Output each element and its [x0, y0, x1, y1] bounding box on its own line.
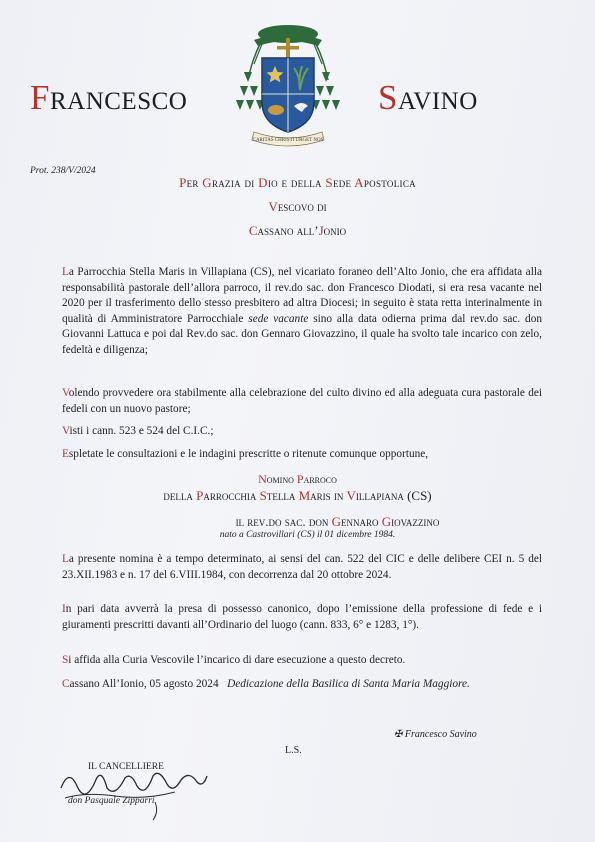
paragraph-visti: Visti i cann. 523 e 524 del C.I.C.;	[62, 425, 214, 437]
title-segment: io e della	[267, 175, 326, 190]
decree-parish	[0, 488, 595, 504]
title-segment: arrocchia	[203, 488, 260, 503]
locus-sigilli: L.S.	[285, 745, 302, 756]
title-segment: onio	[323, 223, 347, 238]
header-last-name: Savino	[378, 78, 478, 117]
title-segment: P	[179, 175, 187, 190]
header-first-name: Francesco	[30, 78, 188, 117]
title-segment: ede	[332, 175, 355, 190]
title-line-3	[0, 223, 595, 239]
episcopal-coat-of-arms	[232, 20, 344, 162]
title-line-2	[0, 199, 595, 215]
title-segment: G	[202, 175, 212, 190]
decree-priest-name	[20, 514, 595, 530]
title-segment: omino	[266, 472, 297, 486]
title-segment: il rev.do sac. don	[235, 514, 332, 529]
protocol-number: Prot. 238/V/2024	[30, 166, 96, 176]
title-segment: P	[196, 488, 204, 503]
title-segment: ennaro	[340, 514, 382, 529]
title-segment: aris in	[310, 488, 347, 503]
title-segment: escovo di	[277, 199, 327, 214]
title-segment: A	[354, 175, 364, 190]
paragraph-espletate: Espletate le consultazioni e le indagini prescritte o ritenute comunque opportune,	[62, 448, 429, 460]
title-segment: della	[163, 488, 197, 503]
title-line-1	[0, 175, 595, 191]
chancellor-title: IL CANCELLIERE	[88, 762, 164, 772]
title-segment: assano all’	[257, 223, 319, 238]
title-segment: iovazzino	[391, 514, 440, 529]
title-segment: S	[259, 488, 267, 503]
title-segment: G	[381, 514, 392, 529]
paragraph-term: La presente nomina è a tempo determinato, ai sensi del can. 522 del CIC e delle delibere CEI n. 5 del 23.XII.1983 e n. 17 del 6.VIII.1984, con decorrenza dal 20 ottobre 2024.	[62, 553, 542, 581]
title-segment: V	[346, 488, 356, 503]
title-segment: tella	[266, 488, 299, 503]
title-segment: J	[318, 223, 324, 238]
place-date-line: Cassano All’Ionio, 05 agosto 2024 Dedicazione della Basilica di Santa Maria Maggiore.	[62, 678, 470, 690]
decree-nomino	[0, 472, 595, 487]
chancellor-name: don Pasquale Zipparri	[68, 796, 155, 806]
title-segment: M	[298, 488, 311, 503]
basket-icon	[268, 105, 284, 115]
bishop-signature-name: ✠ Francesco Savino	[394, 729, 477, 740]
title-segment: er	[186, 175, 203, 190]
paragraph-parish-history: La Parrocchia Stella Maris in Villapiana (CS), nel vicariato foraneo dell’Alto Jonio, che era affidata alla responsabilità pastorale dell’allora parroco, il rev.do sac. don Francesco Diodati, si era resa vacante nel 2020 per il trasferimento dello stesso presbitero ad altra Diocesi; in seguito è stata retta interinalmente in qualità di Amministratore Parrocchiale sede vacante sino alla data odierna prima dal rev.do sac. don Giovanni Lattuca e poi dal Rev.do sac. don Gennaro Giovazzino, il quale ha svolto tale incarico con zelo, fedeltà e diligenza;	[62, 266, 543, 356]
paragraph-volendo: Volendo provvedere ora stabilmente alla celebrazione del culto divino ed alla adeguata cura pastorale dei fedeli con un nuovo pastore;	[62, 387, 542, 415]
handwritten-signature	[55, 758, 215, 822]
title-segment: G	[331, 514, 341, 529]
title-segment: N	[258, 472, 267, 486]
paragraph-execution: Si affida alla Curia Vescovile l’incarico di dare esecuzione a questo decreto.	[62, 654, 406, 666]
title-segment: P	[296, 472, 304, 486]
title-segment: arroco	[303, 472, 337, 486]
title-segment: illapiana (CS)	[355, 488, 432, 503]
title-segment: razia di	[211, 175, 259, 190]
paragraph-possession: In pari data avverrà la presa di possesso canonico, dopo l’emissione della professione di fede e i giuramenti prescritti davanti all’Ordinario del luogo (cann. 833, 6° e 1283, 1°).	[62, 603, 542, 631]
decree-birth-info: nato a Castrovillari (CS) il 01 dicembre 1984.	[219, 530, 396, 540]
title-segment: C	[248, 223, 258, 238]
title-segment: S	[325, 175, 333, 190]
title-segment: V	[268, 199, 278, 214]
svg-text:CARITAS CHRISTI URGET NOS: CARITAS CHRISTI URGET NOS	[252, 138, 324, 143]
title-segment: D	[258, 175, 268, 190]
title-segment: postolica	[363, 175, 416, 190]
